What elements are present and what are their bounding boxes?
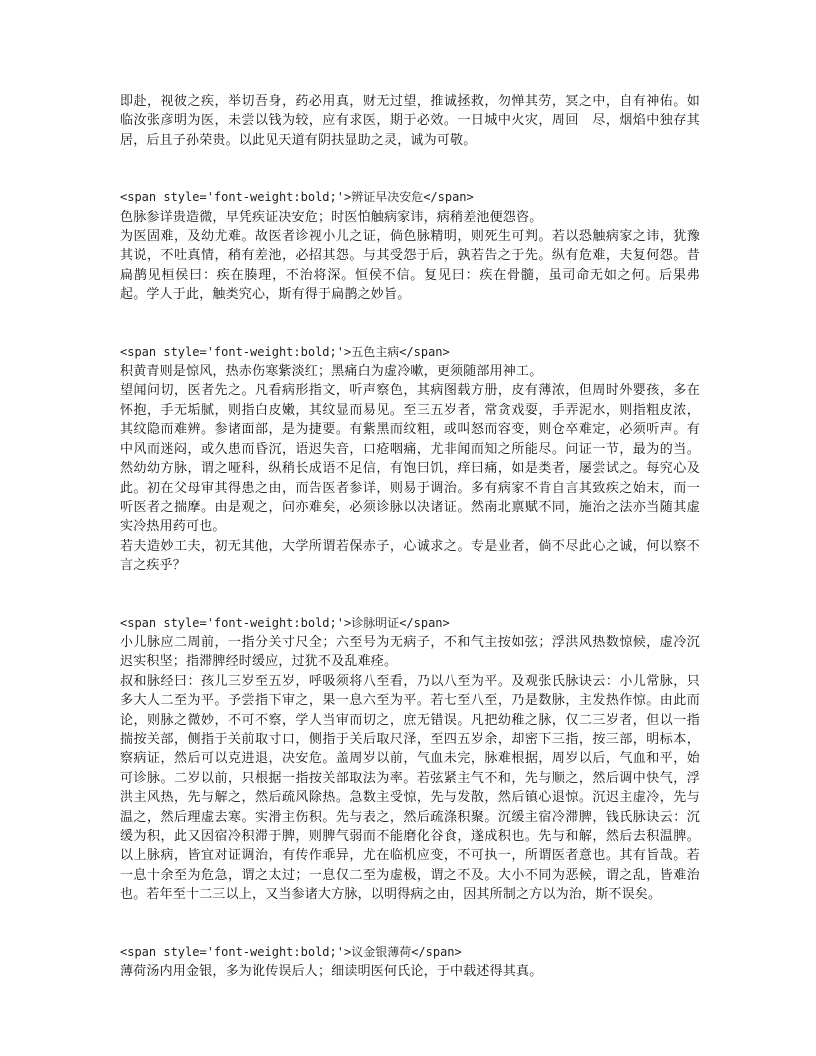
section-zhenmai bbox=[120, 614, 700, 905]
section-paragraph: 望闻问切，医者先之。凡看病形指文，听声察色，其病图载方册，皮有薄浓，但周时外婴孩，多在怀抱，手无垢腻，则指白皮嫩，其纹显而易见。至三五岁者，常贪戏耍，手弄泥水，则指粗皮浓，其纹隐而难辨。参诸面部，是为捷要。有紫黑而纹粗，或叫怒而容变，则仓卒难定，必须听声。有中风而迷闷，或久患而昏沉，语迟失音，口疮咽痛，尤非闻而知之所能尽。问证一节，最为的当。然幼幼方脉，谓之哑科，纵稍长成语不足信，有饱曰饥，痒曰痛，如是类者，屡尝试之。每究心及此。初在父母审其得患之由，而告医者参详，则易于调治。多有病家不肯自言其致疾之始末，而一听医者之揣摩。由是观之，问亦难矣，必须诊脉以决诸证。然南北禀赋不同，施治之法亦当随其虚实冷热用药可也。 bbox=[120, 383, 700, 535]
document-page bbox=[120, 92, 700, 981]
section-spacer bbox=[120, 905, 700, 943]
section-verse: 积黄青则是惊风，热赤伤寒紫淡红；黑痛白为虚冷嗽，更须随部用神工。 bbox=[120, 364, 543, 380]
section-spacer bbox=[120, 576, 700, 614]
section-heading: <span style='font-weight:bold;'>辨证早决安危</span> bbox=[120, 190, 474, 205]
section-verse: 色脉参详贵造微，早凭疾证决安危；时医怕触病家讳，病稍差池便怨咨。 bbox=[120, 209, 543, 225]
section-paragraph: 若夫造妙工夫，初无其他，大学所谓若保赤子，心诚求之。专是业者，倘不尽此心之诚，何以察不言之疾乎？ bbox=[120, 538, 700, 574]
section-paragraph: 叔和脉经曰：孩儿三岁至五岁，呼吸须将八至看，乃以八至为平。及观张氏脉诀云：小儿常脉，只多大人二至为平。予尝指下审之，果一息六至为平。若七至八至，乃是数脉，主发热作惊。由此而论，则脉之微妙，不可不察，学人当审而切之，庶无错误。凡把幼稚之脉，仅二三岁者，但以一指揣按关部，侧指于关前取寸口，侧指于关后取尺泽，至四五岁余，却密下三指，按三部，明标本，察病证，然后可以克进退，决安危。盖周岁以前，气血未完，脉难根据，周岁以后，气血和平，始可诊脉。二岁以前，只根据一指按关部取法为率。若弦紧主气不和，先与顺之，然后调中快气，浮洪主风热，先与解之，然后疏风除热。急数主受惊，先与发散，然后镇心退惊。沉迟主虚冷，先与温之，然后理虚去寒。实滑主伤积。先与表之，然后疏涤积聚。沉缓主宿冷滞脾，钱氏脉诀云：沉缓为积，此又因宿冷积滞于脾，则脾气弱而不能磨化谷食，遂成积也。先与和解，然后去积温脾。以上脉病，皆宜对证调治，有传作乖异，尤在临机应变，不可执一，所谓医者意也。其有旨哉。若一息十余至为危急，谓之太过；一息仅二至为虚极，谓之不及。大小不同为恶候，谓之乱，皆难治也。若年至十二三以上，又当参诸大方脉，以明得病之由，因其所制之方以为治，斯不误矣。 bbox=[120, 673, 700, 903]
section-heading: <span style='font-weight:bold;'>诊脉明证</span> bbox=[120, 615, 450, 630]
section-spacer bbox=[120, 150, 700, 188]
section-verse: 薄荷汤内用金银，多为讹传误后人；细读明医何氏论，于中载述得其真。 bbox=[120, 964, 543, 980]
section-paragraph: 为医固难，及幼尤难。故医者诊视小儿之证，倘色脉精明，则死生可判。若以恐触病家之讳，犹豫其说，不吐真情，稍有差池，必招其怨。与其受怨于后，孰若告之于先。纵有危难，夫复何怨。昔扁鹊见桓侯曰：疾在腠理，不治将深。恒侯不信。复见曰：疾在骨髓，虽司命无如之何。后果弗起。学人于此，触类究心，斯有得于扁鹊之妙旨。 bbox=[120, 229, 700, 303]
section-heading: <span style='font-weight:bold;'>议金银薄荷</span> bbox=[120, 944, 462, 959]
intro-paragraph: 即赴，视彼之疾，举切吾身，药必用真，财无过望，推诚拯救，勿惮其劳，冥之中，自有神佑。如临汝张彦明为医，未尝以钱为较，应有求医，期于必效。一日城中火灾，周回 尽，烟焰中独存其居，后且子孙荣贵。以此见天道有阴扶显助之灵，诚为可敬。 bbox=[120, 94, 700, 148]
section-wuse bbox=[120, 343, 700, 576]
section-jinyin-bohe bbox=[120, 943, 700, 982]
section-spacer bbox=[120, 305, 700, 343]
section-heading: <span style='font-weight:bold;'>五色主病</span> bbox=[120, 344, 450, 359]
section-verse: 小儿脉应二周前，一指分关寸尺全；六至号为无病子，不和气主按如弦；浮洪风热数惊候，虚冷沉迟实积坚；指滞脾经时缓应，过犹不及乱难痊。 bbox=[120, 634, 700, 670]
section-bianzheng bbox=[120, 188, 700, 304]
